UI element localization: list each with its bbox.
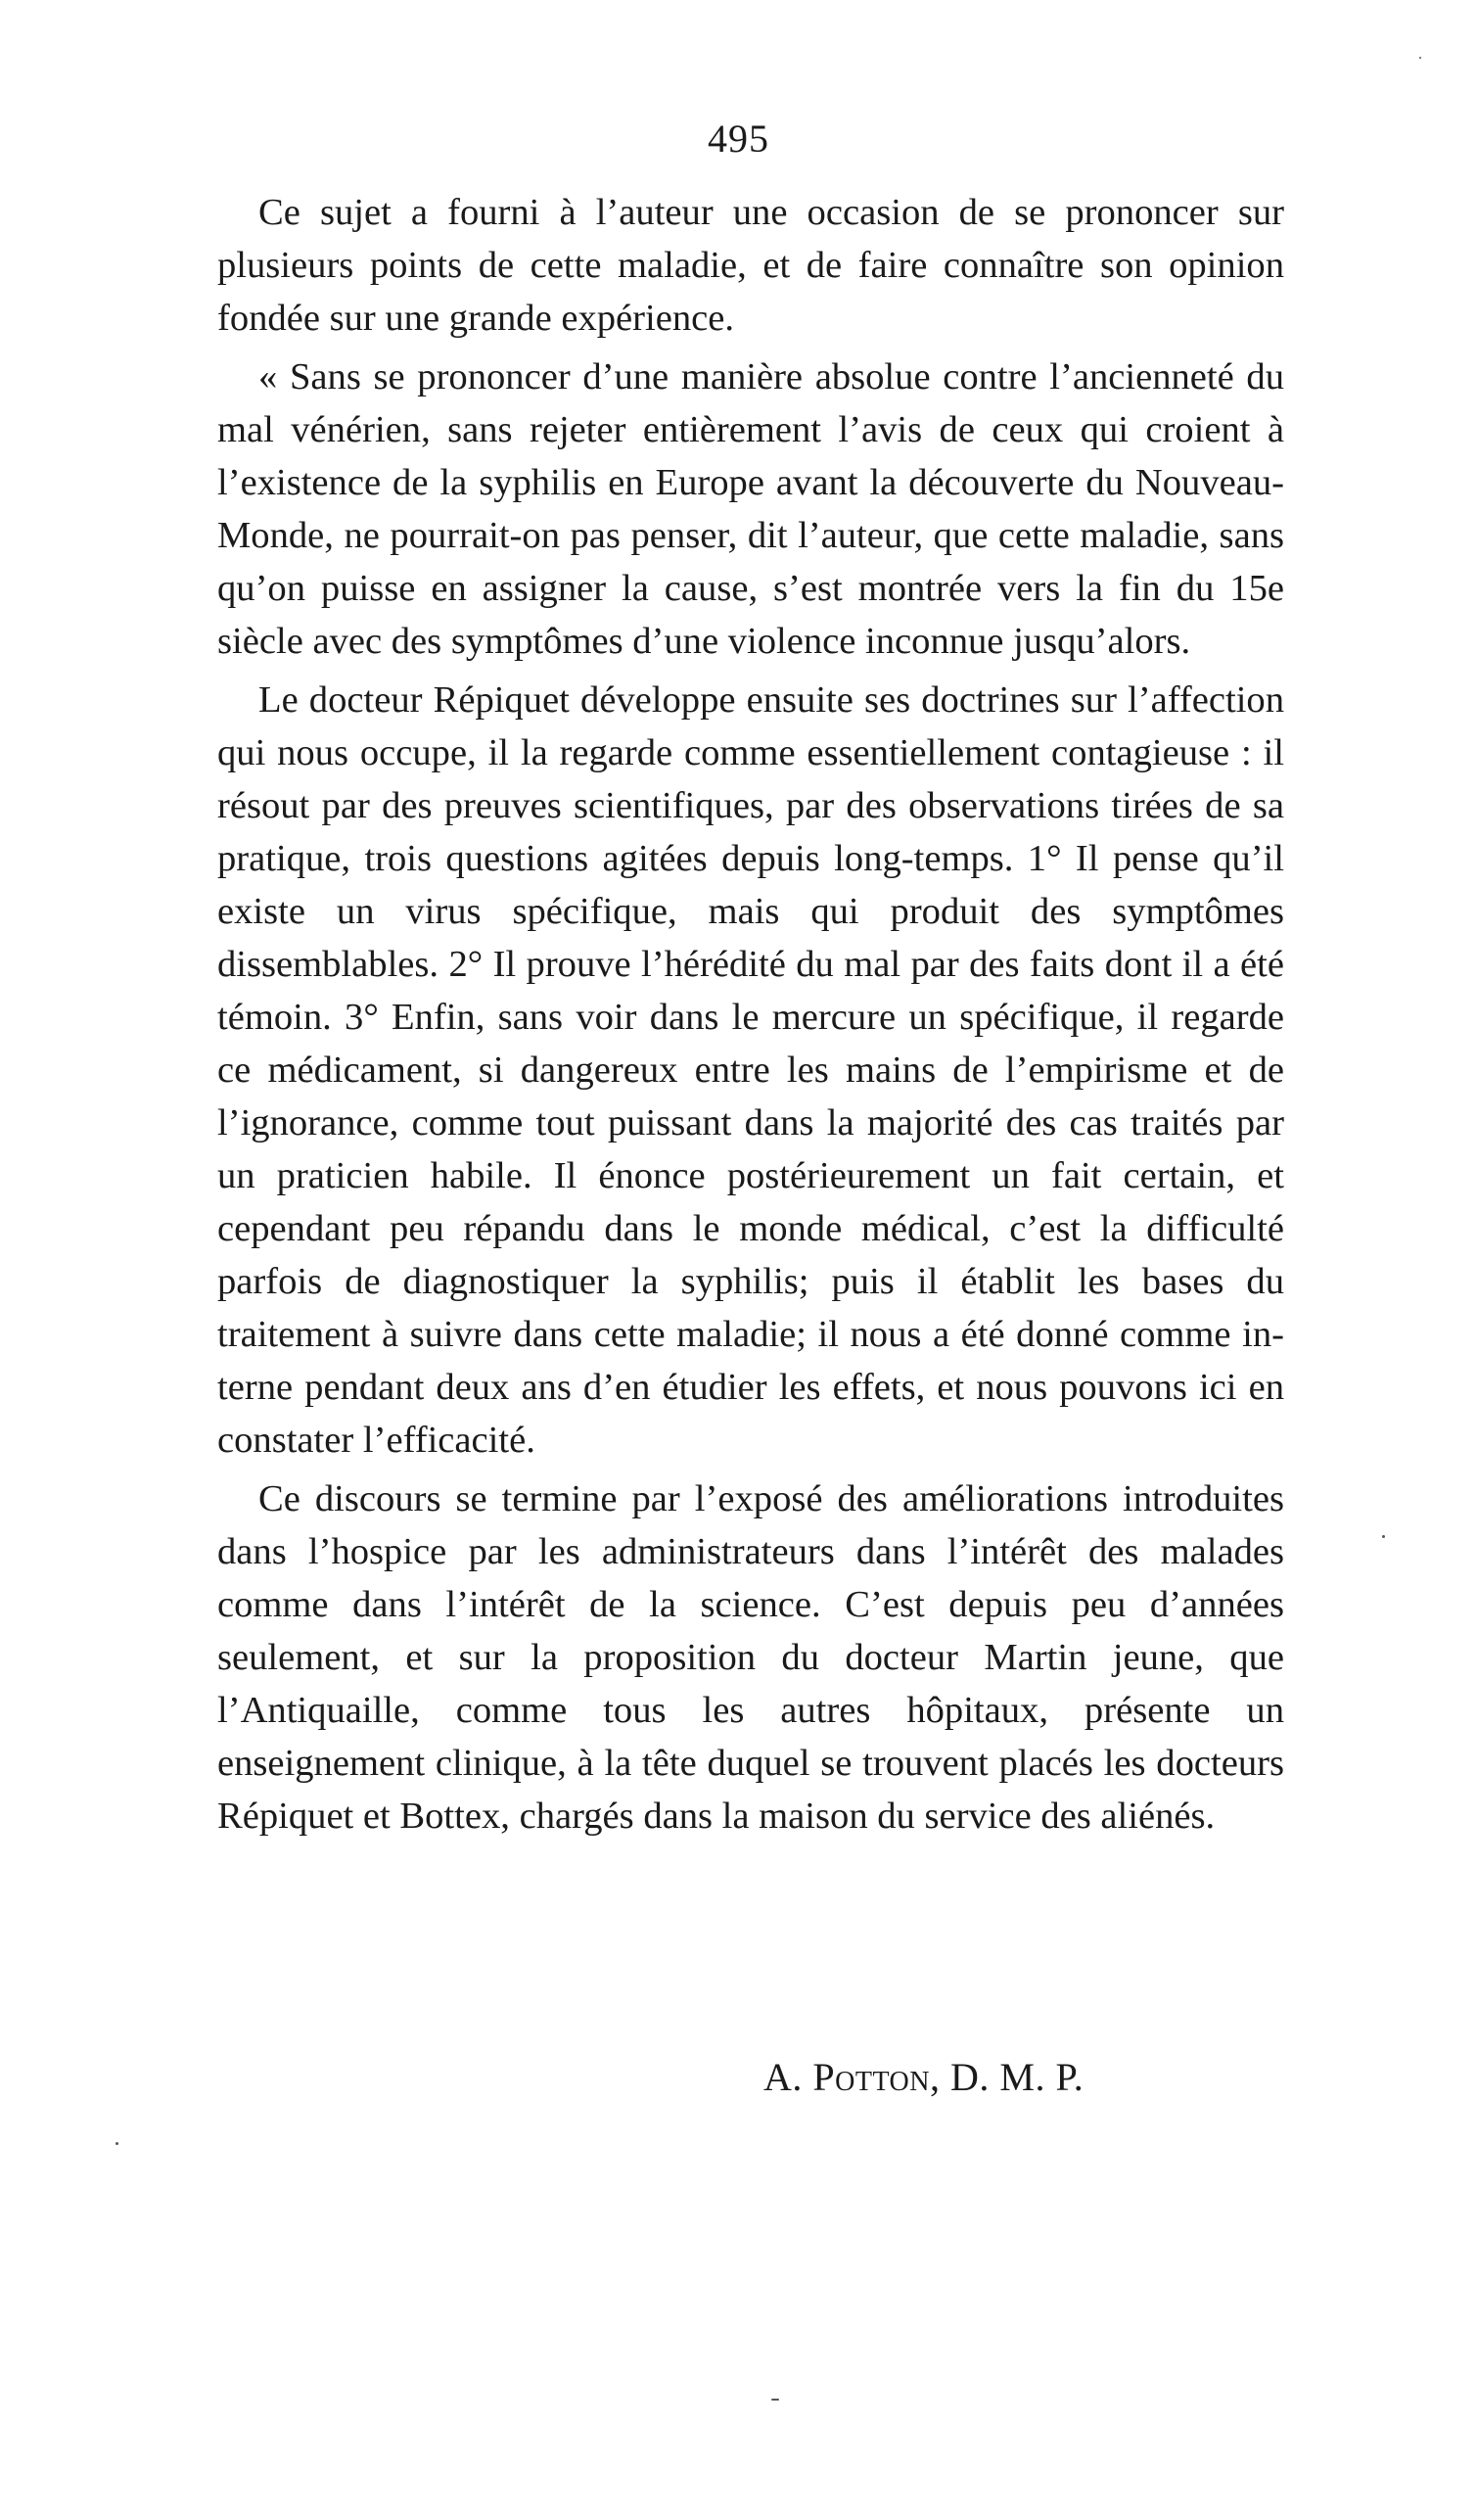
paper-speck	[1382, 1535, 1385, 1538]
paper-speck	[1419, 57, 1421, 59]
author-signature	[763, 2054, 1084, 2100]
signature-name: Potton	[812, 2055, 930, 2099]
signature-initial: A.	[763, 2055, 803, 2099]
paragraph-2: « Sans se prononcer d’une manière absolue contre l’ancienneté du mal vénérien, sans rejeter entièrement l’avis de ceux qui croient à l’existence de la syphilis en Europe avant la découverte du Nouveau-Monde, ne pourrait-on pas penser, dit l’auteur, que cette maladie, sans qu’on puisse en assigner la cause, s’est montrée vers la fin du 15e siècle avec des symptômes d’une violence inconnue jusqu’alors.	[217, 356, 1284, 662]
signature-separator: ,	[930, 2055, 941, 2099]
page-number: 495	[708, 117, 769, 161]
paragraph-3: Le docteur Répiquet développe ensuite ses doctrines sur l’affection qui nous occupe, il la regarde comme essentiellement contagieuse : il résout par des preuves scientifiques, par des observations tirées de sa pratique, trois questions agitées depuis long-temps. 1° Il pense qu’il existe un virus spécifique, mais qui produit des symptômes dissemblables. 2° Il prouve l’hérédité du mal par des faits dont il a été témoin. 3° Enfin, sans voir dans le mercure un spécifique, il regarde ce médicament, si dangereux entre les mains de l’empirisme et de l’ignorance, comme tout puissant dans la majorité des cas traités par un praticien habile. Il énonce postérieurement un fait certain, et cependant peu répandu dans le monde médical, c’est la difficulté parfois de diagnostiquer la syphilis; puis il établit les bases du traitement à suivre dans cette maladie; il nous a été donné comme interne pendant deux ans d’en étudier les effets, et nous pouvons ici en constater l’efficacité.	[217, 679, 1284, 1461]
paragraph-4: Ce discours se termine par l’exposé des améliorations introduites dans l’hospice par les administrateurs dans l’intérêt des malades comme dans l’intérêt de la science. C’est depuis peu d’années seulement, et sur la proposition du docteur Martin jeune, que l’Antiquaille, comme tous les autres hôpitaux, présente un enseignement clinique, à la tête duquel se trouvent placés les docteurs Répiquet et Bottex, chargés dans la maison du service des aliénés.	[217, 1478, 1284, 1837]
body-text	[217, 186, 1284, 1843]
paper-speck	[115, 2142, 118, 2145]
paragraph-1: Ce sujet a fourni à l’auteur une occasion de se prononcer sur plusieurs points de cette maladie, et de faire connaître son opinion fondée sur une grande expérience.	[217, 192, 1284, 339]
paper-speck	[771, 2399, 779, 2401]
signature-title: D. M. P.	[950, 2055, 1085, 2099]
